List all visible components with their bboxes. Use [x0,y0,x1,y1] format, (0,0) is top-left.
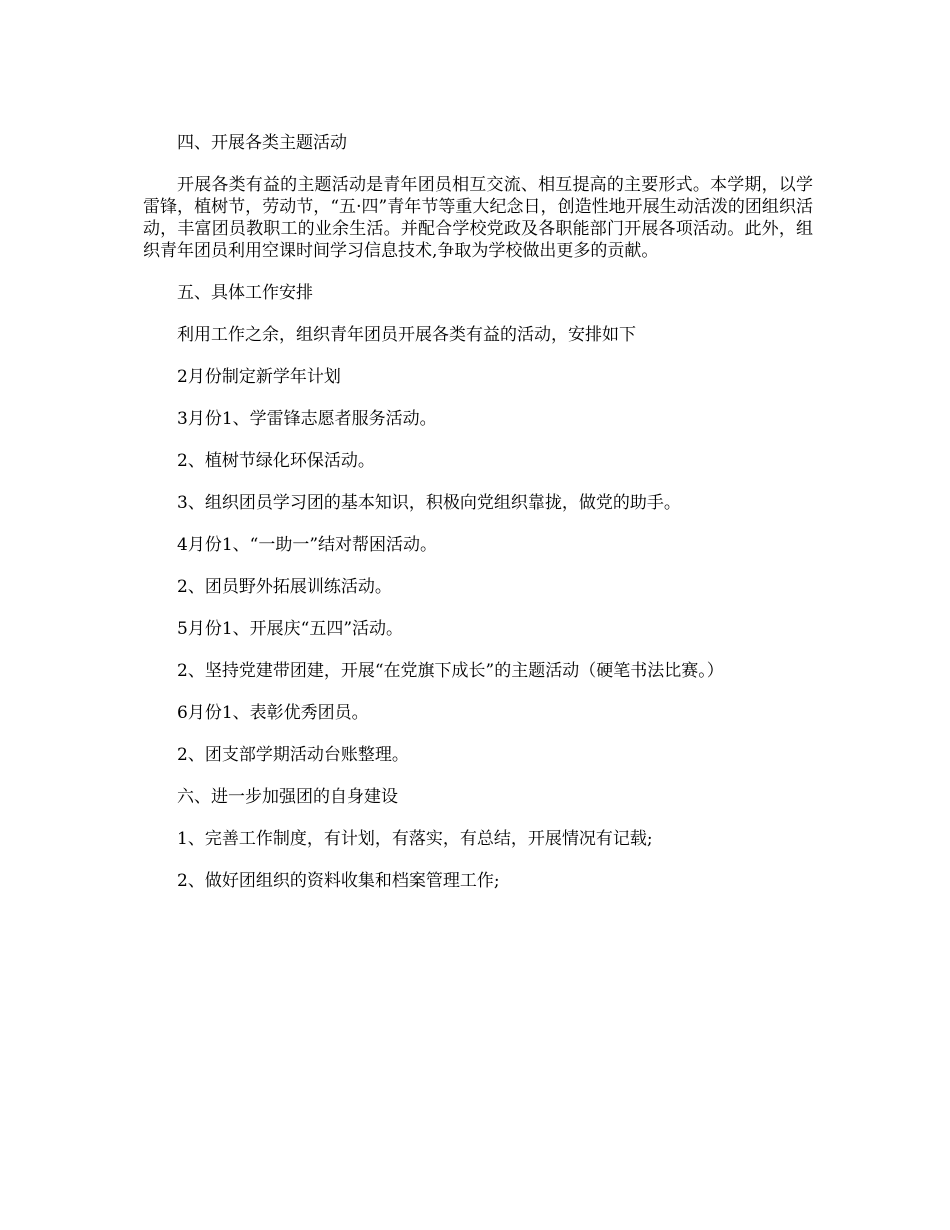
section-paragraph-4: 开展各类有益的主题活动是青年团员相互交流、相互提高的主要形式。本学期，以学雷锋，植树节，劳动节，“五·四”青年节等重大纪念日，创造性地开展生动活泼的团组织活动，丰富团员教职工的业余生活。并配合学校党政及各职能部门开展各项活动。此外，组织青年团员利用空课时间学习信息技术,争取为学校做出更多的贡献。 [143,175,813,261]
section-heading-4: 四、开展各类主题活动 [177,133,347,153]
list-item: 2、做好团组织的资料收集和档案管理工作; [177,871,500,891]
list-item: 3月份1、学雷锋志愿者服务活动。 [177,409,437,429]
list-item: 2、植树节绿化环保活动。 [177,451,375,471]
list-item: 2、坚持党建带团建，开展“在党旗下成长”的主题活动（硬笔书法比赛。） [177,661,724,681]
section-heading-5: 五、具体工作安排 [177,283,313,303]
list-item: 3、组织团员学习团的基本知识，积极向党组织靠拢，做党的助手。 [177,493,681,513]
section-heading-6: 六、进一步加强团的自身建设 [177,787,398,807]
document-body [143,132,813,892]
list-item: 6月份1、表彰优秀团员。 [177,703,369,723]
list-item: 利用工作之余，组织青年团员开展各类有益的活动，安排如下 [177,325,636,345]
list-item: 1、完善工作制度，有计划，有落实，有总结，开展情况有记载; [177,829,653,849]
list-item: 2月份制定新学年计划 [177,367,341,387]
list-item: 5月份1、开展庆“五四”活动。 [177,619,404,639]
list-item: 2、团支部学期活动台账整理。 [177,745,409,765]
list-item: 2、团员野外拓展训练活动。 [177,577,392,597]
list-item: 4月份1、“一助一”结对帮困活动。 [177,535,438,555]
